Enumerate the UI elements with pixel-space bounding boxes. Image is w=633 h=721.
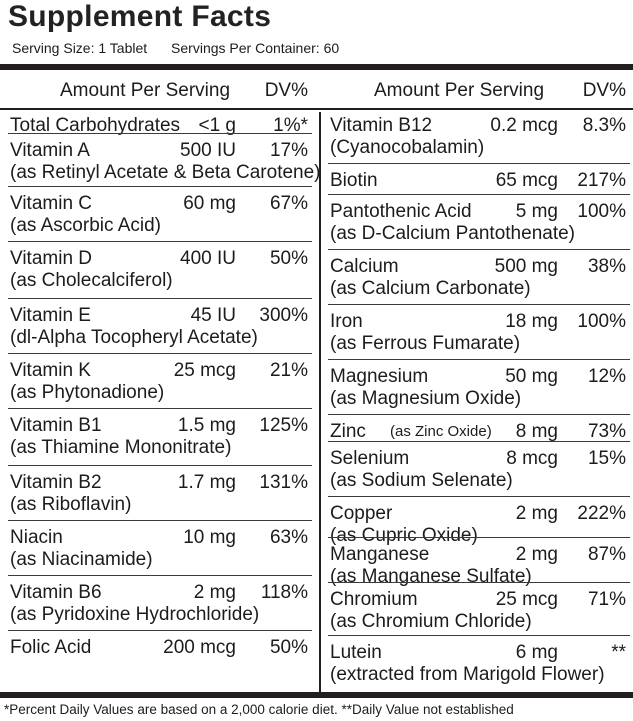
nutrient-row xyxy=(8,186,312,241)
nutrient-name: Chromium xyxy=(330,589,418,610)
nutrient-daily-value: 118% xyxy=(260,582,308,603)
nutrient-name: Copper xyxy=(330,503,393,524)
nutrient-source: (as Pyridoxine Hydrochloride) xyxy=(10,604,260,625)
nutrient-amount: 8 mg xyxy=(515,421,558,442)
servings-per-container: Servings Per Container: 60 xyxy=(171,40,340,56)
nutrient-source-note: (as Zinc Oxide) xyxy=(390,423,492,440)
nutrient-daily-value: 12% xyxy=(587,366,626,387)
nutrient-source: (as Magnesium Oxide) xyxy=(330,388,522,409)
nutrient-source: (as Calcium Carbonate) xyxy=(330,278,531,299)
nutrient-daily-value: 21% xyxy=(269,360,308,381)
nutrient-source: (as Thiamine Mononitrate) xyxy=(10,437,232,458)
nutrient-name: Vitamin B1 xyxy=(10,415,102,436)
nutrient-row xyxy=(8,241,312,298)
nutrient-row xyxy=(8,575,312,630)
left-nutrient-list xyxy=(8,109,321,673)
amount-header: Amount Per Serving xyxy=(60,80,231,101)
nutrient-row xyxy=(328,194,630,249)
nutrient-source: (as Ferrous Fumarate) xyxy=(330,333,521,354)
nutrient-name: Vitamin A xyxy=(10,140,90,161)
nutrient-row xyxy=(8,408,312,465)
nutrient-daily-value: 73% xyxy=(587,421,626,442)
nutrient-name: Manganese xyxy=(330,544,430,565)
nutrient-source: (as Riboflavin) xyxy=(10,494,132,515)
nutrient-row xyxy=(328,249,630,304)
nutrient-source: (as Cupric Oxide) xyxy=(330,525,478,546)
nutrient-row xyxy=(328,582,630,635)
nutrient-source: (as Cholecalciferol) xyxy=(10,270,173,291)
nutrient-name: Vitamin C xyxy=(10,193,93,214)
nutrient-source: (as Chromium Chloride) xyxy=(330,611,532,632)
nutrient-daily-value: 15% xyxy=(587,448,626,469)
nutrient-daily-value: 63% xyxy=(269,527,308,548)
nutrient-daily-value: 50% xyxy=(269,637,308,658)
nutrient-amount: 65 mcg xyxy=(495,170,558,191)
nutrient-source: (as Manganese Sulfate) xyxy=(330,566,532,587)
nutrient-row xyxy=(328,304,630,359)
nutrient-amount: 45 IU xyxy=(190,305,236,326)
nutrient-daily-value: 100% xyxy=(577,311,626,332)
nutrient-name: Vitamin K xyxy=(10,360,91,381)
nutrient-row xyxy=(8,353,312,408)
nutrient-name: Vitamin B12 xyxy=(330,115,433,136)
nutrient-row xyxy=(8,298,312,353)
nutrient-row xyxy=(328,537,630,587)
nutrient-source: (as D-Calcium Pantothenate) xyxy=(330,223,575,244)
nutrient-amount: 50 mg xyxy=(505,366,558,387)
nutrient-row xyxy=(328,359,630,414)
nutrient-source: (as Sodium Selenate) xyxy=(330,470,513,491)
nutrient-daily-value: 100% xyxy=(577,201,626,222)
nutrient-row xyxy=(328,414,630,441)
nutrient-name: Magnesium xyxy=(330,366,429,387)
nutrient-source: (dl-Alpha Tocopheryl Acetate) xyxy=(10,327,258,348)
top-divider xyxy=(0,64,633,70)
nutrient-daily-value: 71% xyxy=(587,589,626,610)
left-column xyxy=(8,76,321,673)
nutrient-daily-value: ** xyxy=(611,642,626,663)
nutrient-name: Calcium xyxy=(330,256,399,277)
nutrient-amount: 8 mcg xyxy=(506,448,558,469)
nutrient-amount: 400 IU xyxy=(180,248,236,269)
nutrient-name: Vitamin E xyxy=(10,305,91,326)
nutrient-amount: 25 mcg xyxy=(173,360,236,381)
serving-size: Serving Size: 1 Tablet xyxy=(12,40,148,56)
nutrient-amount: 60 mg xyxy=(183,193,236,214)
right-nutrient-list xyxy=(328,109,630,692)
nutrient-source: (as Niacinamide) xyxy=(10,549,153,570)
nutrient-name: Vitamin B6 xyxy=(10,582,102,603)
nutrient-name: Folic Acid xyxy=(10,637,92,658)
nutrient-daily-value: 17% xyxy=(269,140,308,161)
nutrient-amount: 10 mg xyxy=(183,527,236,548)
nutrient-daily-value: 50% xyxy=(269,248,308,269)
nutrient-row xyxy=(328,163,630,194)
nutrient-amount: 25 mcg xyxy=(495,589,558,610)
right-header xyxy=(328,76,630,109)
nutrient-row xyxy=(8,520,312,575)
nutrient-name: Pantothenic Acid xyxy=(330,201,472,222)
nutrient-source: (as Retinyl Acetate & Beta Carotene) xyxy=(10,162,321,183)
nutrient-amount: 2 mg xyxy=(515,544,558,565)
footnote: *Percent Daily Values are based on a 2,000 calorie diet. **Daily Value not established xyxy=(4,702,514,717)
right-column xyxy=(328,76,630,692)
nutrient-row xyxy=(8,465,312,520)
bottom-divider xyxy=(0,692,633,698)
nutrient-source: (as Ascorbic Acid) xyxy=(10,215,161,236)
nutrient-daily-value: 87% xyxy=(587,544,626,565)
nutrient-name: Selenium xyxy=(330,448,410,469)
column-divider xyxy=(319,112,321,692)
nutrient-daily-value: 38% xyxy=(587,256,626,277)
nutrient-daily-value: 8.3% xyxy=(582,115,626,136)
nutrient-name: Vitamin B2 xyxy=(10,472,102,493)
nutrient-daily-value: 125% xyxy=(259,415,308,436)
nutrient-daily-value: 1%* xyxy=(273,115,308,136)
nutrient-amount: 1.5 mg xyxy=(177,415,236,436)
nutrient-row xyxy=(8,133,321,186)
serving-info xyxy=(12,40,339,56)
left-header xyxy=(8,76,312,109)
nutrient-amount: 5 mg xyxy=(515,201,558,222)
nutrient-amount: <1 g xyxy=(198,115,236,136)
nutrient-amount: 2 mg xyxy=(193,582,236,603)
nutrient-name: Iron xyxy=(330,311,363,332)
page-title: Supplement Facts xyxy=(8,0,272,33)
nutrient-name: Zinc xyxy=(330,421,366,442)
nutrient-source: (Cyanocobalamin) xyxy=(330,137,485,158)
nutrient-source: (extracted from Marigold Flower) xyxy=(330,664,605,685)
nutrient-amount: 18 mg xyxy=(505,311,558,332)
nutrient-amount: 1.7 mg xyxy=(177,472,236,493)
nutrient-name: Niacin xyxy=(10,527,63,548)
nutrient-row xyxy=(8,630,312,673)
nutrient-daily-value: 67% xyxy=(269,193,308,214)
amount-header: Amount Per Serving xyxy=(374,80,545,101)
nutrient-row xyxy=(328,441,630,496)
nutrient-row xyxy=(328,635,630,692)
nutrient-daily-value: 217% xyxy=(577,170,626,191)
nutrient-daily-value: 300% xyxy=(259,305,308,326)
nutrient-name: Vitamin D xyxy=(10,248,93,269)
dv-header: DV% xyxy=(264,80,308,101)
nutrient-amount: 0.2 mcg xyxy=(490,115,558,136)
nutrient-row xyxy=(8,109,312,136)
nutrient-daily-value: 222% xyxy=(577,503,626,524)
nutrient-row xyxy=(328,109,630,163)
nutrient-name: Biotin xyxy=(330,170,378,191)
nutrient-name: Total Carbohydrates xyxy=(10,115,181,136)
nutrient-source: (as Phytonadione) xyxy=(10,382,165,403)
nutrient-row xyxy=(328,496,630,546)
nutrient-amount: 2 mg xyxy=(515,503,558,524)
nutrient-amount: 6 mg xyxy=(515,642,558,663)
dv-header: DV% xyxy=(582,80,626,101)
nutrient-amount: 500 mg xyxy=(494,256,558,277)
nutrient-daily-value: 131% xyxy=(259,472,308,493)
nutrient-amount: 500 IU xyxy=(180,140,236,161)
nutrient-name: Lutein xyxy=(330,642,382,663)
nutrient-amount: 200 mcg xyxy=(163,637,236,658)
